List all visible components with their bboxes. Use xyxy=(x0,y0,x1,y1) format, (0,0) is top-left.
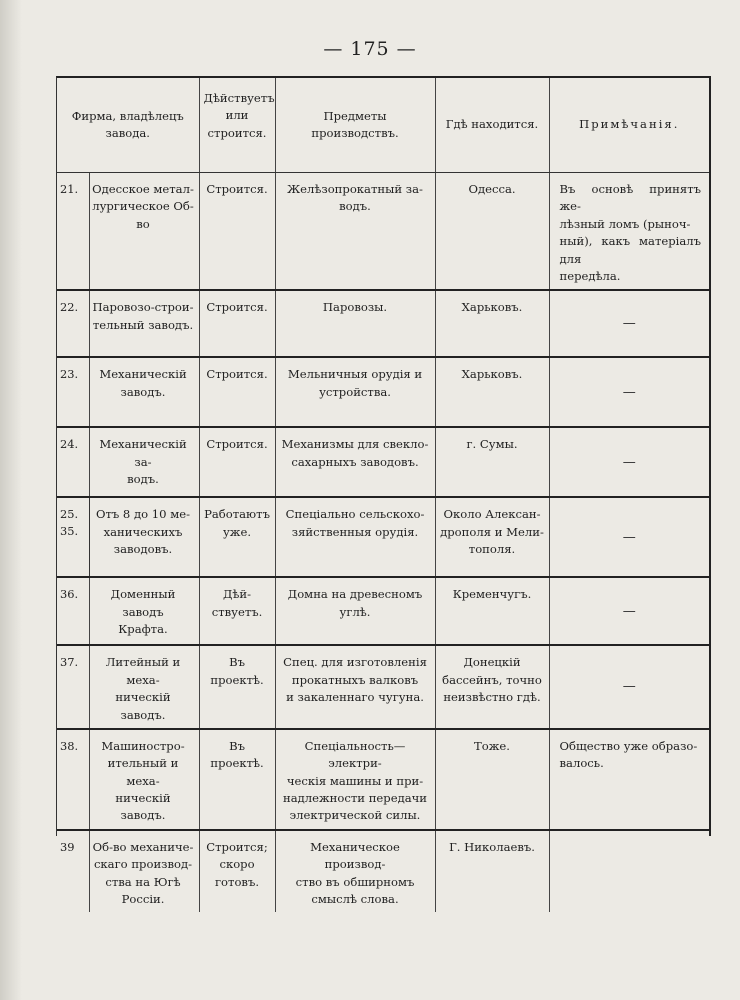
cell-note: — xyxy=(549,497,709,577)
cell-location: Кременчугъ. xyxy=(435,577,549,645)
cell-status: Въ проектѣ. xyxy=(199,729,275,830)
cell-status: Строится. xyxy=(199,173,275,291)
cell-status: Дѣй- ствуетъ. xyxy=(199,577,275,645)
table-row xyxy=(57,577,709,645)
cell-note: — xyxy=(549,357,709,427)
cell-products: Механизмы для свекло- сахарныхъ заводовъ. xyxy=(275,427,435,497)
cell-note: Въ основѣ принятъ же- лѣзный ломъ (рыноч- ный), какъ матеріалъ для передѣла. xyxy=(549,173,709,291)
cell-products: Мельничныя орудія и устройства. xyxy=(275,357,435,427)
cell-location: Харьковъ. xyxy=(435,290,549,357)
cell-products: Механическое производ- ство въ обширномъ смыслѣ слова. xyxy=(275,830,435,913)
cell-products: Спец. для изготовленія прокатныхъ валковъ и закаленнаго чугуна. xyxy=(275,645,435,729)
cell-location: Донецкій бассейнъ, точно неизвѣстно гдѣ. xyxy=(435,645,549,729)
cell-location: Г. Николаевъ. xyxy=(435,830,549,913)
row-number: 24. xyxy=(60,437,79,452)
header-notes: Примѣчанія. xyxy=(549,78,709,173)
cell-firm: Доменный заводъ Крафта. xyxy=(89,577,199,645)
factories-table-frame xyxy=(56,76,711,907)
cell-firm: Механическій заводъ. xyxy=(89,357,199,427)
factories-table xyxy=(57,78,709,912)
cell-note: Общество уже образо- валось. xyxy=(549,729,709,830)
cell-products: Паровозы. xyxy=(275,290,435,357)
cell-status: Строится; скоро готовъ. xyxy=(199,830,275,913)
cell-firm: Механическій за- водъ. xyxy=(89,427,199,497)
cell-location: Около Алексан- дрополя и Мели- тополя. xyxy=(435,497,549,577)
cell-firm: Отъ 8 до 10 ме- ханическихъ заводовъ. xyxy=(89,497,199,577)
row-number: 36. xyxy=(60,587,79,602)
cell-firm: Машиностро- ительный и меха- ническій заводъ. xyxy=(89,729,199,830)
table-row xyxy=(57,427,709,497)
row-number: 38. xyxy=(60,738,79,753)
row-number: 37. xyxy=(60,655,79,670)
table-row xyxy=(57,173,709,291)
cell-status: Строится. xyxy=(199,427,275,497)
cell-firm: Об-во механиче- скаго производ- ства на Югѣ Россіи. xyxy=(89,830,199,913)
table-header-row xyxy=(57,78,709,173)
cell-firm: Паровозо-строи- тельный заводъ. xyxy=(89,290,199,357)
cell-location: Тоже. xyxy=(435,729,549,830)
cell-status: Строится. xyxy=(199,357,275,427)
cell-products: Спеціальность—электри- ческія машины и при- надлежности передачи электрической силы. xyxy=(275,729,435,830)
page-number: — 175 — xyxy=(323,38,417,60)
table-row xyxy=(57,497,709,577)
cell-products: Желѣзопрокатный за- водъ. xyxy=(275,173,435,291)
header-status: Дѣйствуетъ или строится. xyxy=(199,78,275,173)
cell-note: — xyxy=(549,577,709,645)
cell-status: Строится. xyxy=(199,290,275,357)
header-products: Предметы производствъ. xyxy=(275,78,435,173)
cell-note xyxy=(549,830,709,913)
table-row xyxy=(57,830,709,913)
cell-products: Домна на древесномъ углѣ. xyxy=(275,577,435,645)
row-number: 23. xyxy=(60,367,79,382)
cell-products: Спеціально сельскохо- зяйственныя орудія. xyxy=(275,497,435,577)
cell-note: — xyxy=(549,427,709,497)
table-row xyxy=(57,645,709,729)
cell-status: Въ проектѣ. xyxy=(199,645,275,729)
row-number: 25. 35. xyxy=(60,507,79,539)
cell-status: Работаютъ уже. xyxy=(199,497,275,577)
page-edge-shadow xyxy=(0,0,22,1000)
cell-location: Одесса. xyxy=(435,173,549,291)
cell-location: Харьковъ. xyxy=(435,357,549,427)
cell-note: — xyxy=(549,645,709,729)
row-number: 22. xyxy=(60,300,79,315)
cell-firm: Литейный и меха- ническій заводъ. xyxy=(89,645,199,729)
table-row xyxy=(57,729,709,830)
table-row xyxy=(57,290,709,357)
row-number: 21. xyxy=(60,182,79,196)
cell-note: — xyxy=(549,290,709,357)
cell-location: г. Сумы. xyxy=(435,427,549,497)
header-firm: Фирма, владѣлецъ завода. xyxy=(57,78,199,173)
table-row xyxy=(57,357,709,427)
row-number: 39 xyxy=(60,839,75,854)
cell-firm: Одесское метал- лургическое Об-во xyxy=(89,173,199,291)
header-location: Гдѣ находится. xyxy=(435,78,549,173)
